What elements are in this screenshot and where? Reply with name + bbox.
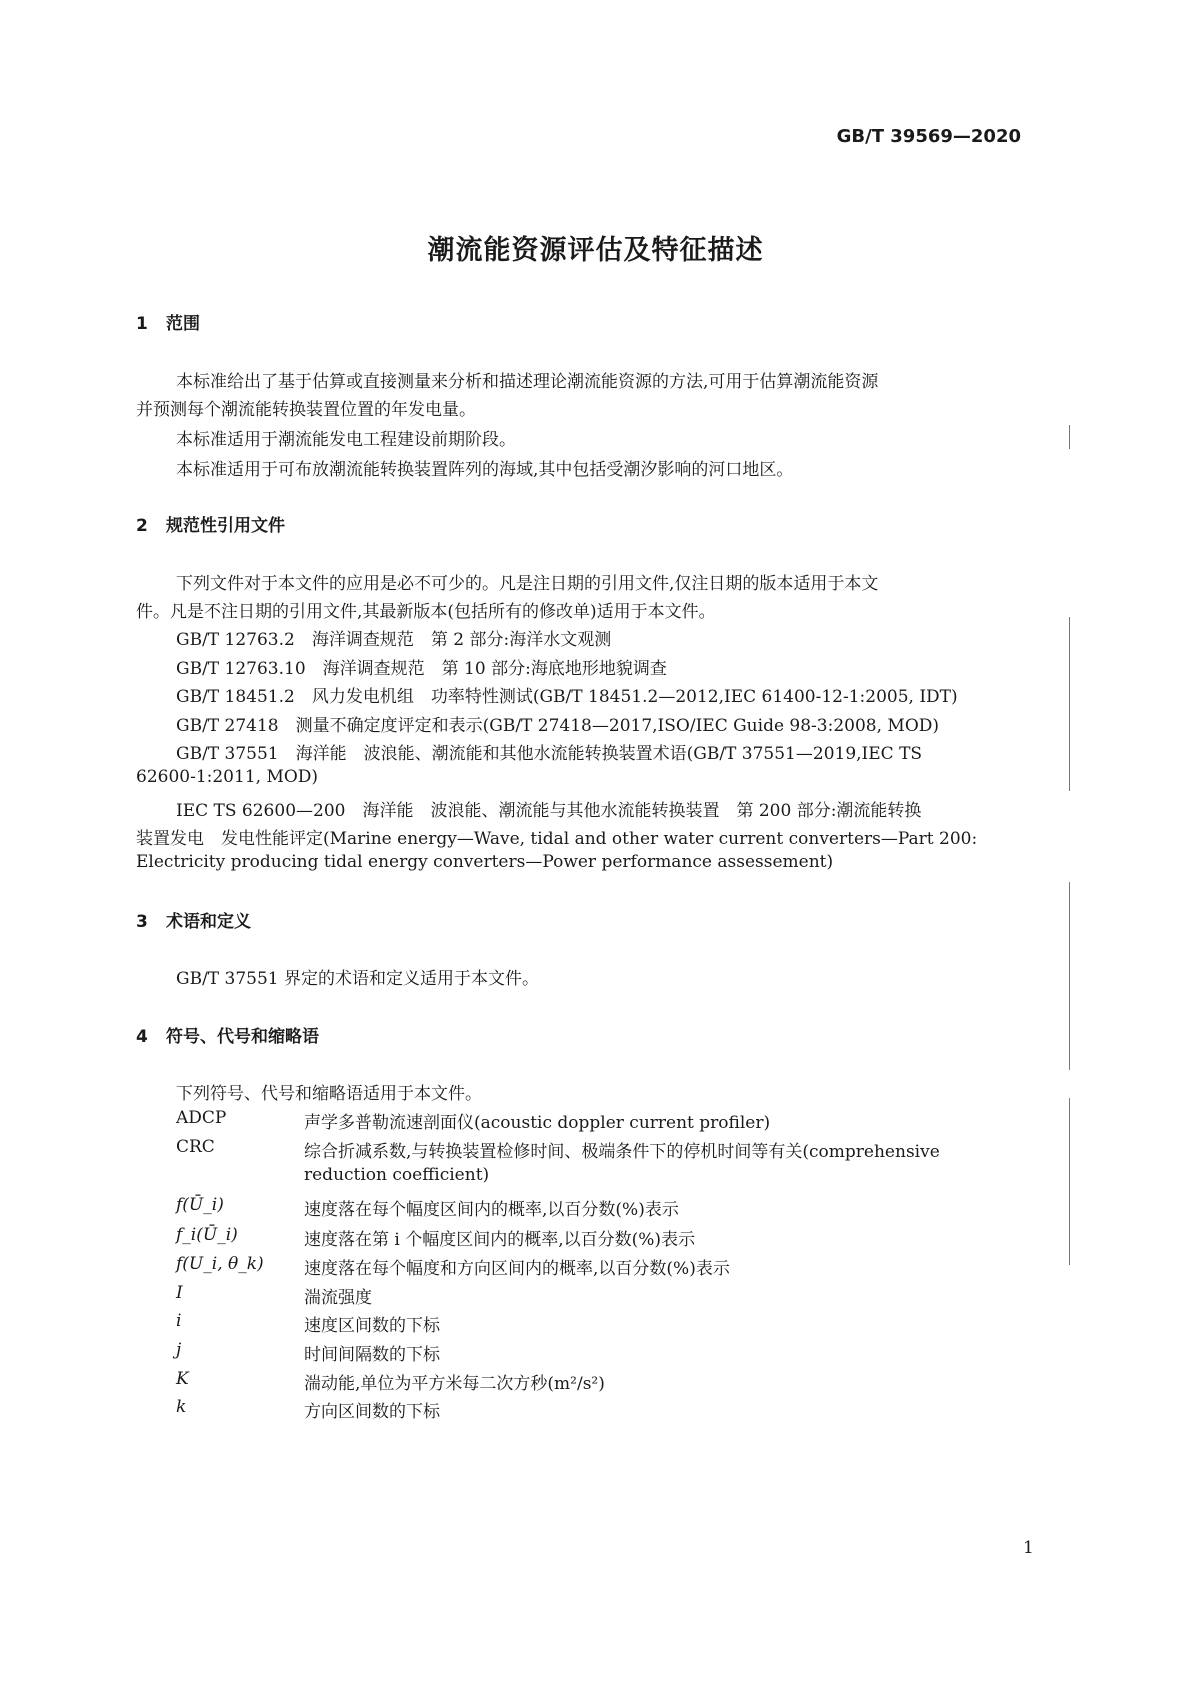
section-1-title: 范围: [166, 314, 200, 334]
section-3-number: 3: [136, 912, 148, 932]
section-3-title: 术语和定义: [166, 912, 251, 932]
paragraph: 下列文件对于本文件的应用是必不可少的。凡是注日期的引用文件,仅注日期的版本适用于本文: [176, 574, 879, 594]
symbol-description: 速度落在第 i 个幅度区间内的概率,以百分数(%)表示: [304, 1230, 696, 1250]
section-2-heading: [136, 511, 285, 536]
symbol-term: j: [176, 1340, 182, 1360]
reference-item: GB/T 27418 测量不确定度评定和表示(GB/T 27418—2017,ISO/IEC Guide 98-3:2008, MOD): [176, 716, 940, 736]
reference-item: Electricity producing tidal energy converters—Power performance assessement): [136, 852, 834, 872]
reference-item: GB/T 12763.10 海洋调查规范 第 10 部分:海底地形地貌调查: [176, 659, 667, 679]
symbol-description: 综合折减系数,与转换装置检修时间、极端条件下的停机时间等有关(comprehensive: [304, 1142, 940, 1162]
symbol-description: 速度区间数的下标: [304, 1316, 440, 1336]
section-4-number: 4: [136, 1027, 148, 1047]
section-4-heading: [136, 1022, 319, 1047]
section-1-number: 1: [136, 314, 148, 334]
symbol-description: 速度落在每个幅度和方向区间内的概率,以百分数(%)表示: [304, 1259, 730, 1279]
revision-bar: [1069, 425, 1070, 449]
page-number: 1: [1023, 1538, 1034, 1558]
paragraph: 件。凡是不注日期的引用文件,其最新版本(包括所有的修改单)适用于本文件。: [136, 602, 716, 622]
section-3-heading: [136, 907, 251, 932]
paragraph: 本标准给出了基于估算或直接测量来分析和描述理论潮流能资源的方法,可用于估算潮流能资源: [176, 372, 879, 392]
standard-number: GB/T 39569—2020: [836, 126, 1021, 147]
symbol-description: 时间间隔数的下标: [304, 1345, 440, 1365]
symbol-description: reduction coefficient): [304, 1165, 490, 1185]
symbol-term: CRC: [176, 1137, 215, 1157]
symbol-description: 声学多普勒流速剖面仪(acoustic doppler current profiler): [304, 1113, 771, 1133]
revision-bar: [1069, 1098, 1070, 1265]
paragraph: 本标准适用于潮流能发电工程建设前期阶段。: [176, 430, 516, 450]
symbol-term: k: [176, 1397, 187, 1417]
reference-item: GB/T 18451.2 风力发电机组 功率特性测试(GB/T 18451.2—2012,IEC 61400-12-1:2005, IDT): [176, 687, 958, 707]
symbol-description: 方向区间数的下标: [304, 1402, 440, 1422]
section-4-title: 符号、代号和缩略语: [166, 1027, 319, 1047]
section-2-title: 规范性引用文件: [166, 516, 285, 536]
section-2-number: 2: [136, 516, 148, 536]
revision-bar: [1069, 617, 1070, 791]
symbol-term: f(Ū_i): [176, 1195, 224, 1215]
section-1-heading: [136, 309, 200, 334]
document-title: 潮流能资源评估及特征描述: [427, 235, 764, 266]
revision-bar: [1069, 882, 1070, 1070]
reference-item: GB/T 12763.2 海洋调查规范 第 2 部分:海洋水文观测: [176, 630, 612, 650]
symbol-term: ADCP: [176, 1108, 227, 1128]
symbol-term: f(U_i, θ_k): [176, 1254, 264, 1274]
symbol-description: 速度落在每个幅度区间内的概率,以百分数(%)表示: [304, 1200, 679, 1220]
symbol-description: 湍流强度: [304, 1288, 372, 1308]
paragraph: 并预测每个潮流能转换装置位置的年发电量。: [136, 400, 476, 420]
paragraph: 下列符号、代号和缩略语适用于本文件。: [176, 1084, 482, 1104]
symbol-term: K: [176, 1369, 189, 1389]
symbol-term: f_i(Ū_i): [176, 1225, 238, 1245]
symbol-description: 湍动能,单位为平方米每二次方秒(m²/s²): [304, 1374, 605, 1394]
paragraph: 本标准适用于可布放潮流能转换装置阵列的海域,其中包括受潮汐影响的河口地区。: [176, 460, 794, 480]
reference-item: 装置发电 发电性能评定(Marine energy—Wave, tidal and other water current converters—Part 200:: [136, 829, 978, 849]
reference-item: IEC TS 62600—200 海洋能 波浪能、潮流能与其他水流能转换装置 第 200 部分:潮流能转换: [176, 801, 922, 821]
reference-item: 62600-1:2011, MOD): [136, 767, 319, 787]
paragraph: GB/T 37551 界定的术语和定义适用于本文件。: [176, 969, 540, 989]
reference-item: GB/T 37551 海洋能 波浪能、潮流能和其他水流能转换装置术语(GB/T 37551—2019,IEC TS: [176, 744, 923, 764]
symbol-term: I: [176, 1283, 183, 1303]
symbol-term: i: [176, 1311, 182, 1331]
